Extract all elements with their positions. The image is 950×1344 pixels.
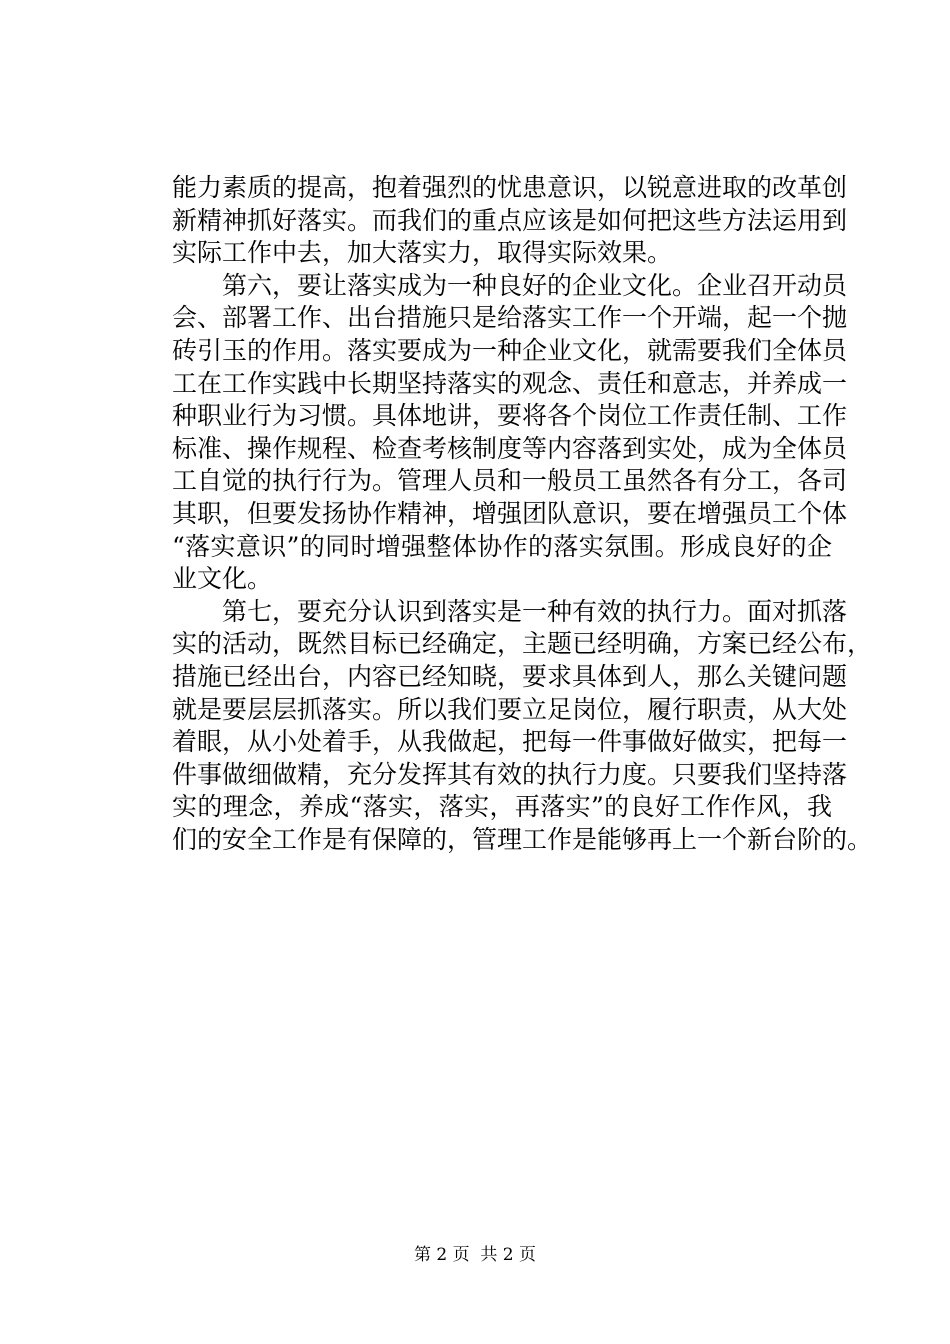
text-line: 工自觉的执行行为。管理人员和一般员工虽然各有分工，各司 bbox=[172, 466, 848, 496]
document-body bbox=[172, 172, 873, 856]
text-line: 砖引玉的作用。落实要成为一种企业文化，就需要我们全体员 bbox=[172, 335, 848, 365]
text-line: 实的活动，既然目标已经确定，主题已经明确，方案已经公布， bbox=[172, 629, 873, 659]
text-line: 件事做细做精，充分发挥其有效的执行力度。只要我们坚持落 bbox=[172, 759, 848, 789]
text-line: 实际工作中去，加大落实力，取得实际效果。 bbox=[172, 238, 673, 268]
text-line: 实的理念，养成“落实，落实，再落实”的良好工作作风，我 bbox=[172, 792, 832, 822]
text-line: 第六，要让落实成为一种良好的企业文化。企业召开动员 bbox=[172, 270, 848, 300]
text-line: “落实意识”的同时增强整体协作的落实氛围。形成良好的企 bbox=[172, 531, 832, 561]
text-line: 第七，要充分认识到落实是一种有效的执行力。面对抓落 bbox=[172, 596, 848, 626]
text-line: 业文化。 bbox=[172, 564, 273, 594]
text-line: 标准、操作规程、检查考核制度等内容落到实处，成为全体员 bbox=[172, 433, 848, 463]
text-line: 就是要层层抓落实。所以我们要立足岗位，履行职责，从大处 bbox=[172, 694, 848, 724]
text-line: 能力素质的提高，抱着强烈的忧患意识，以锐意进取的改革创 bbox=[172, 173, 848, 202]
text-line: 工在工作实践中长期坚持落实的观念、责任和意志，并养成一 bbox=[172, 368, 848, 398]
page-footer: 第 2 页 共 2 页 bbox=[413, 1245, 537, 1265]
text-line: 们的安全工作是有保障的，管理工作是能够再上一个新台阶的。 bbox=[172, 824, 873, 854]
text-line: 其职，但要发扬协作精神，增强团队意识，要在增强员工个体 bbox=[172, 498, 848, 528]
text-line: 措施已经出台，内容已经知晓，要求具体到人，那么关键问题 bbox=[172, 661, 848, 691]
text-line: 会、部署工作、出台措施只是给落实工作一个开端，起一个抛 bbox=[172, 303, 848, 333]
text-line: 着眼，从小处着手，从我做起，把每一件事做好做实，把每一 bbox=[172, 727, 848, 757]
text-line: 种职业行为习惯。具体地讲，要将各个岗位工作责任制、工作 bbox=[172, 401, 848, 431]
text-line: 新精神抓好落实。而我们的重点应该是如何把这些方法运用到 bbox=[172, 205, 848, 235]
